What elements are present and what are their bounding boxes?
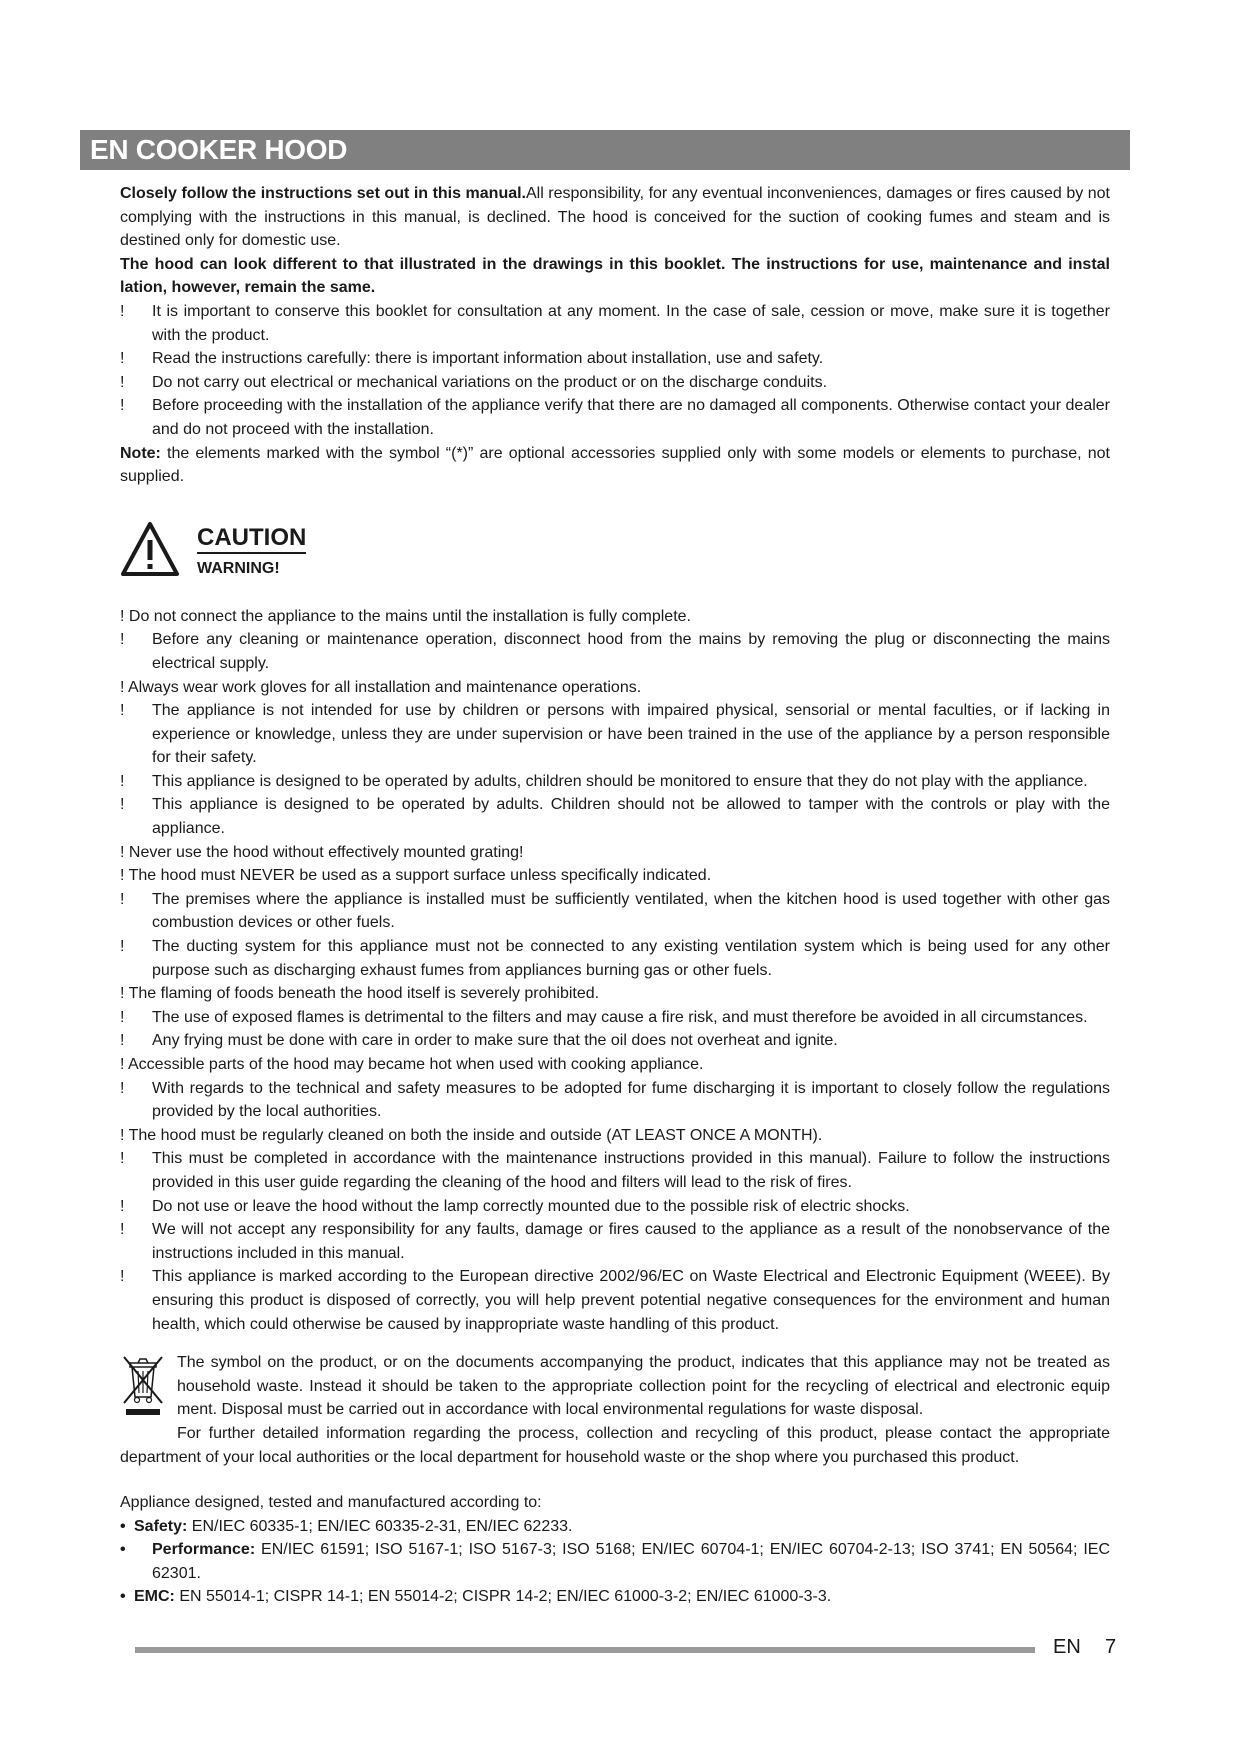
warning-item-text: Before any cleaning or maintenance operation, disconnect hood from the mains by removing the plug or disconnecting the mains electrical supply.	[152, 631, 1110, 672]
note-label: Note:	[120, 444, 161, 462]
warning-item-text: Do not use or leave the hood without the lamp correctly mounted due to the possible risk of electric shocks.	[152, 1197, 910, 1215]
exclamation-mark: !	[120, 1008, 125, 1026]
note-text: the elements marked with the symbol “(*)” are optional accessories supplied only with some models or elements to purchase, not supplied.	[120, 444, 1110, 486]
warning-item: ! Always wear work gloves for all installation and maintenance operations.	[120, 678, 642, 696]
standard-emc	[120, 1585, 1110, 1609]
note-paragraph	[120, 442, 1110, 489]
warning-item-text: Any frying must be done with care in order to make sure that the oil does not overheat and ignite.	[152, 1032, 838, 1050]
intro-list-item	[120, 347, 1110, 371]
warning-item-text: With regards to the technical and safety measures to be adopted for fume discharging it is important to closely follow the regulations provided by the local authorities.	[152, 1079, 1110, 1121]
weee-text: The symbol on the product, or on the documents accompanying the product, indicates that this appliance may not be treated as household waste. Instead it should be taken to the appropriate collection point for the recycling of electrical and electronic equip ment. Disposal must be carried out in accordance with local environmental regulations for waste disposal.	[177, 1354, 1110, 1419]
warning-subtitle: WARNING!	[197, 559, 280, 577]
warning-item-text: This must be completed in accordance with the maintenance instructions provided in this manual). Failure to follow the instructions provided in this user guide regarding the cleaning of the hood and filters will lead to the risk of fires.	[152, 1150, 1110, 1191]
warning-item-text: Before proceeding with the installation of the appliance verify that there are no damaged all components. Otherwise contact your dealer and do not proceed with the installation.	[152, 397, 1110, 438]
page-number: 7	[1105, 1636, 1117, 1658]
page-title: EN COOKER HOOD	[90, 134, 348, 165]
exclamation-mark: !	[120, 302, 125, 320]
warning-item	[120, 1006, 1110, 1030]
footer-language: EN	[1053, 1636, 1081, 1658]
warning-item	[120, 1218, 1110, 1265]
bullet: •	[120, 1588, 126, 1606]
warning-item-text: We will not accept any responsibility for any faults, damage or fires caused to the appliance as a result of the nonobservance of the instructions included in this manual.	[152, 1221, 1110, 1262]
exclamation-mark: !	[120, 1197, 125, 1215]
warning-item	[120, 1029, 1110, 1053]
emc-text: EN 55014-1; CISPR 14-1; EN 55014-2; CISPR 14-2; EN/IEC 61000-3-2; EN/IEC 61000-3-3.	[174, 1588, 832, 1606]
warning-item-text: It is important to conserve this booklet for consultation at any moment. In the case of sale, cession or move, make sure it is together with the product.	[152, 302, 1110, 344]
safety-text: EN/IEC 60335-1; EN/IEC 60335-2-31, EN/IEC 62233.	[187, 1517, 573, 1535]
intro-list-item	[120, 371, 1110, 395]
crossed-out-bin-icon	[120, 1353, 166, 1417]
intro-list-item	[120, 300, 1110, 347]
caution-list	[120, 605, 1110, 1336]
intro-list-item	[120, 394, 1110, 441]
warning-item-text: The ducting system for this appliance must not be connected to any existing ventilation system which is being used for any other purpose such as discharging exhaust fumes from appliances burning gas or other fuels.	[152, 938, 1110, 979]
warning-item	[120, 1195, 1110, 1219]
weee-section	[120, 1351, 1110, 1469]
warning-item	[120, 1077, 1110, 1124]
warning-item: ! Never use the hood without effectively mounted grating!	[120, 843, 524, 861]
warning-item-text: The premises where the appliance is installed must be sufficiently ventilated, when the kitchen hood is used together with other gas combustion devices or other fuels.	[152, 890, 1110, 932]
warning-item	[120, 935, 1110, 982]
emc-label: EMC:	[134, 1588, 175, 1606]
exclamation-mark: !	[120, 772, 125, 790]
intro-paragraph	[120, 182, 1110, 253]
warning-item: ! The flaming of foods beneath the hood itself is severely prohibited.	[120, 985, 600, 1003]
warning-item: ! The hood must NEVER be used as a support surface unless specifically indicated.	[120, 867, 712, 885]
footer-rule	[135, 1647, 1035, 1653]
exclamation-mark: !	[120, 890, 125, 908]
exclamation-mark: !	[120, 1032, 125, 1050]
standard-safety	[120, 1515, 1110, 1539]
warning-item: ! Do not connect the appliance to the mains until the installation is fully complete.	[120, 607, 691, 625]
warning-item-text: This appliance is designed to be operated by adults, children should be monitored to ensure that they do not play with the appliance.	[152, 772, 1088, 790]
standard-performance	[120, 1538, 1110, 1585]
warning-item-text: Do not carry out electrical or mechanical variations on the product or on the discharge conduits.	[152, 373, 828, 391]
exclamation-mark: !	[120, 1079, 125, 1097]
exclamation-mark: !	[120, 1221, 125, 1239]
exclamation-mark: !	[120, 631, 125, 649]
bullet: •	[120, 1541, 126, 1559]
section-header-bar	[80, 130, 1130, 170]
drawings-notice: The hood can look different to that illustrated in the drawings in this booklet. The instructions for use, maintenance and instal lation, however, remain the same.	[120, 255, 1110, 297]
safety-label: Safety:	[134, 1517, 188, 1535]
caution-heading	[120, 520, 1110, 605]
exclamation-mark: !	[120, 938, 125, 956]
warning-item-text: The appliance is not intended for use by children or persons with impaired physical, sensorial or mental faculties, or if lacking in experience or knowledge, unless they are under supervision or have been trained in the use of the appliance by a person responsible for their safety.	[152, 702, 1110, 767]
warning-item-text: This appliance is designed to be operated by adults. Children should not be allowed to tamper with the controls or play with the appliance.	[152, 796, 1110, 838]
warning-item: ! The hood must be regularly cleaned on both the inside and outside (AT LEAST ONCE A MONTH).	[120, 1126, 823, 1144]
warning-item	[120, 628, 1110, 675]
document-body	[120, 182, 1110, 1609]
warning-item	[120, 1147, 1110, 1194]
caution-title: CAUTION	[197, 525, 306, 554]
warning-item: ! Accessible parts of the hood may became hot when used with cooking appliance.	[120, 1056, 704, 1073]
warning-item-text: Read the instructions carefully: there is important information about installation, use and safety.	[152, 350, 824, 368]
intro-bold-lead: Closely follow the instructions set out in this manual.	[120, 185, 526, 202]
exclamation-mark: !	[120, 397, 125, 415]
performance-label: Performance:	[152, 1541, 256, 1559]
warning-item	[120, 793, 1110, 840]
weee-further-info: For further detailed information regarding the process, collection and recycling of this product, please contact the appropriate department of your local authorities or the local department for household waste or the shop where you purchased this product.	[120, 1424, 1110, 1466]
exclamation-mark: !	[120, 1268, 125, 1286]
bullet: •	[120, 1517, 126, 1535]
warning-triangle-icon	[120, 520, 180, 578]
exclamation-mark: !	[120, 702, 125, 720]
warning-item-text: This appliance is marked according to the European directive 2002/96/EC on Waste Electrical and Electronic Equipment (WEEE). By ensuring this product is disposed of correctly, you will help prevent potential negative consequences for the environment and human health, which could otherwise be caused by inappropriate waste handling of this product.	[152, 1268, 1110, 1333]
exclamation-mark: !	[120, 796, 125, 814]
exclamation-mark: !	[120, 1150, 125, 1168]
standards-section	[120, 1491, 1110, 1609]
exclamation-mark: !	[120, 350, 125, 368]
warning-item	[120, 770, 1110, 794]
performance-text: EN/IEC 61591; ISO 5167-1; ISO 5167-3; ISO 5168; EN/IEC 60704-1; EN/IEC 60704-2-13; ISO 3741; EN 50564; IEC 62301.	[152, 1541, 1110, 1582]
warning-item-text: The use of exposed flames is detrimental to the filters and may cause a fire risk, and must therefore be avoided in all circumstances.	[152, 1008, 1088, 1026]
warning-item	[120, 888, 1110, 935]
standards-intro: Appliance designed, tested and manufactured according to:	[120, 1494, 542, 1512]
warning-item	[120, 699, 1110, 770]
intro-rest: All responsibility, for any eventual inconveniences, damages or fires caused by not complying with the instructions in this manual, is declined. The hood is conceived for the suction of cooking fumes and steam and is destined only for domestic use.	[120, 185, 1110, 250]
intro-list	[120, 300, 1110, 442]
exclamation-mark: !	[120, 373, 125, 391]
warning-item	[120, 1265, 1110, 1336]
